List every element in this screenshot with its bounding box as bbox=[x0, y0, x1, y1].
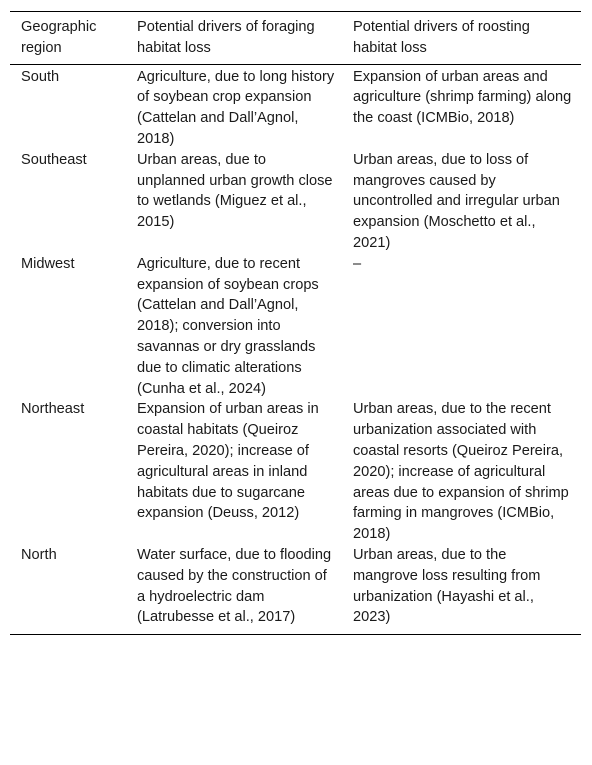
habitat-loss-table-container bbox=[10, 11, 581, 635]
region-cell: Northeast bbox=[21, 401, 85, 418]
foraging-cell: Water surface, due to flooding caused by the construction of a hydroelectric dam (Latrubesse et al., 2017) bbox=[137, 546, 332, 626]
foraging-cell: Urban areas, due to unplanned urban growth close to wetlands (Miguez et al., 2015) bbox=[137, 151, 333, 231]
table-row-midwest bbox=[10, 254, 581, 400]
foraging-cell: Expansion of urban areas in coastal habitats (Queiroz Pereira, 2020); increase of agricultural areas in inland habitats due to sugarcane expansion (Deuss, 2012) bbox=[137, 401, 319, 522]
roosting-cell: Urban areas, due to the mangrove loss resulting from urbanization (Hayashi et al., 2023) bbox=[353, 546, 541, 626]
region-cell: North bbox=[21, 546, 57, 563]
table-row-southeast bbox=[10, 150, 581, 254]
header-foraging-habitat-loss: Potential drivers of foraging habitat loss bbox=[137, 19, 315, 56]
table-row-north bbox=[10, 545, 581, 635]
table-row-south bbox=[10, 64, 581, 150]
foraging-cell: Agriculture, due to long history of soybean crop expansion (Cattelan and Dall’Agnol, 2018) bbox=[137, 68, 335, 147]
table-row-northeast bbox=[10, 399, 581, 545]
roosting-cell: Urban areas, due to loss of mangroves caused by uncontrolled and irregular urban expansion (Moschetto et al., 2021) bbox=[353, 151, 560, 251]
table-header bbox=[10, 12, 581, 65]
region-cell: Midwest bbox=[21, 255, 75, 272]
foraging-cell: Agriculture, due to recent expansion of soybean crops (Cattelan and Dall’Agnol, 2018); conversion into savannas or dry grasslands due to climatic alterations (Cunha et al., 2024) bbox=[137, 255, 319, 397]
header-geographic-region: Geographic region bbox=[21, 19, 97, 56]
roosting-cell: Urban areas, due to the recent urbanization associated with coastal resorts (Queiroz Pereira, 2020); increase of agricultural areas due to expansion of shrimp farming in mangroves (ICMBio, 2018) bbox=[353, 401, 569, 543]
header-roosting-habitat-loss: Potential drivers of roosting habitat loss bbox=[353, 19, 530, 56]
roosting-cell: – bbox=[353, 255, 362, 272]
habitat-loss-table bbox=[10, 11, 581, 635]
region-cell: Southeast bbox=[21, 151, 87, 168]
header-row bbox=[10, 12, 581, 65]
table-body bbox=[10, 64, 581, 635]
region-cell: South bbox=[21, 68, 60, 85]
roosting-cell: Expansion of urban areas and agriculture (shrimp farming) along the coast (ICMBio, 2018) bbox=[353, 68, 572, 127]
